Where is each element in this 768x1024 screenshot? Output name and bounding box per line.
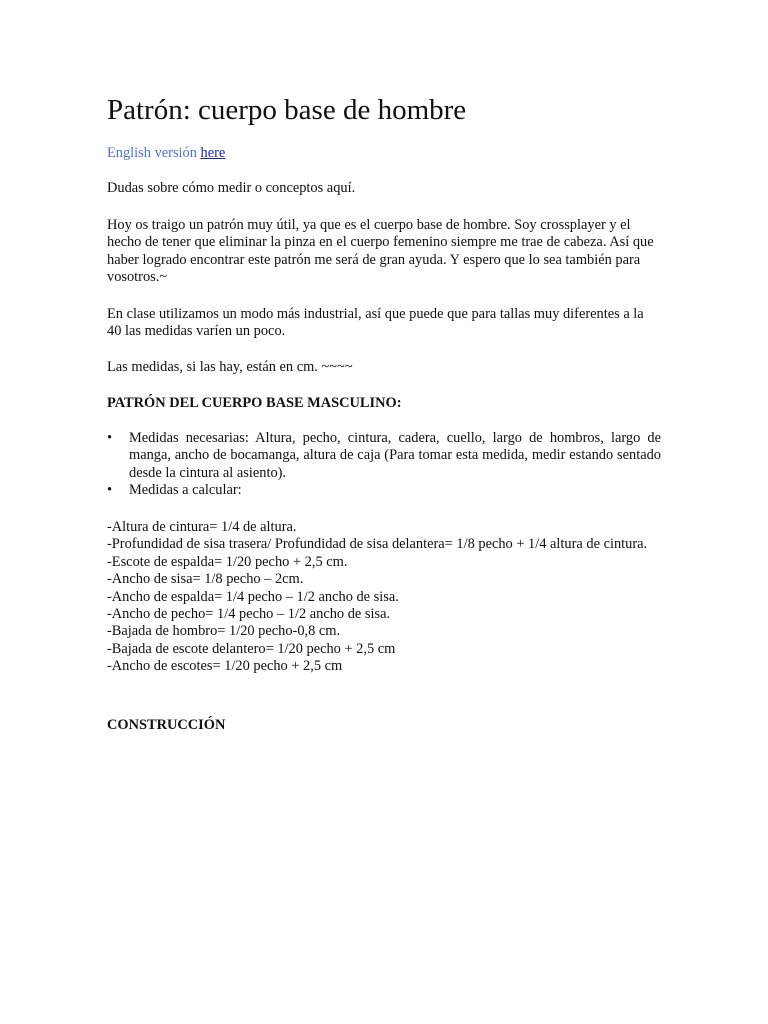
- english-version-text: English versión: [107, 145, 197, 161]
- bullet-icon: •: [107, 430, 113, 446]
- class-note-paragraph: En clase utilizamos un modo más industrial, así que puede que para tallas muy diferentes a la 40 las medidas varíen un poco.: [107, 306, 644, 340]
- english-version-link[interactable]: here: [200, 145, 226, 161]
- list-item: [107, 482, 661, 499]
- formula-line: -Profundidad de sisa trasera/ Profundidad de sisa delantera= 1/8 pecho + 1/4 altura de cintura.: [107, 536, 648, 553]
- formula-line: -Bajada de escote delantero= 1/20 pecho + 2,5 cm: [107, 640, 396, 657]
- pattern-section-heading: PATRÓN DEL CUERPO BASE MASCULINO:: [107, 395, 402, 411]
- list-item: [107, 430, 661, 482]
- formula-line: -Ancho de pecho= 1/4 pecho – 1/2 ancho de sisa.: [107, 606, 391, 623]
- english-version-line: [107, 145, 225, 162]
- doubts-paragraph: Dudas sobre cómo medir o conceptos aquí.: [107, 180, 356, 196]
- formula-line: -Ancho de espalda= 1/4 pecho – 1/2 ancho de sisa.: [107, 588, 399, 605]
- construction-section-heading: CONSTRUCCIÓN: [107, 717, 226, 733]
- formula-line: -Altura de cintura= 1/4 de altura.: [107, 519, 297, 535]
- bullet-icon: •: [107, 482, 113, 499]
- bullet-list: [107, 430, 661, 500]
- page-title: Patrón: cuerpo base de hombre: [107, 94, 467, 126]
- list-item-text: Medidas a calcular:: [129, 482, 242, 499]
- intro-paragraph: Hoy os traigo un patrón muy útil, ya que es el cuerpo base de hombre. Soy crossplayer y el hecho de tener que eliminar la pinza en el cuerpo femenino siempre me trae de cabeza. Así que haber logrado encontrar este patrón me será de gran ayuda. Y espero que lo sea también para vosotros.~: [107, 217, 654, 286]
- formula-line: -Bajada de hombro= 1/20 pecho-0,8 cm.: [107, 623, 341, 640]
- formula-line: -Ancho de escotes= 1/20 pecho + 2,5 cm: [107, 658, 343, 675]
- units-paragraph: Las medidas, si las hay, están en cm. ~~~~: [107, 359, 353, 375]
- formula-list: [107, 519, 661, 676]
- formula-line: -Escote de espalda= 1/20 pecho + 2,5 cm.: [107, 553, 348, 570]
- list-item-text: Medidas necesarias: Altura, pecho, cintura, cadera, cuello, largo de hombros, largo de manga, ancho de bocamanga, altura de caja (Para tomar esta medida, medir estando sentado desde la cintura al asiento).: [129, 430, 661, 481]
- formula-line: -Ancho de sisa= 1/8 pecho – 2cm.: [107, 571, 304, 588]
